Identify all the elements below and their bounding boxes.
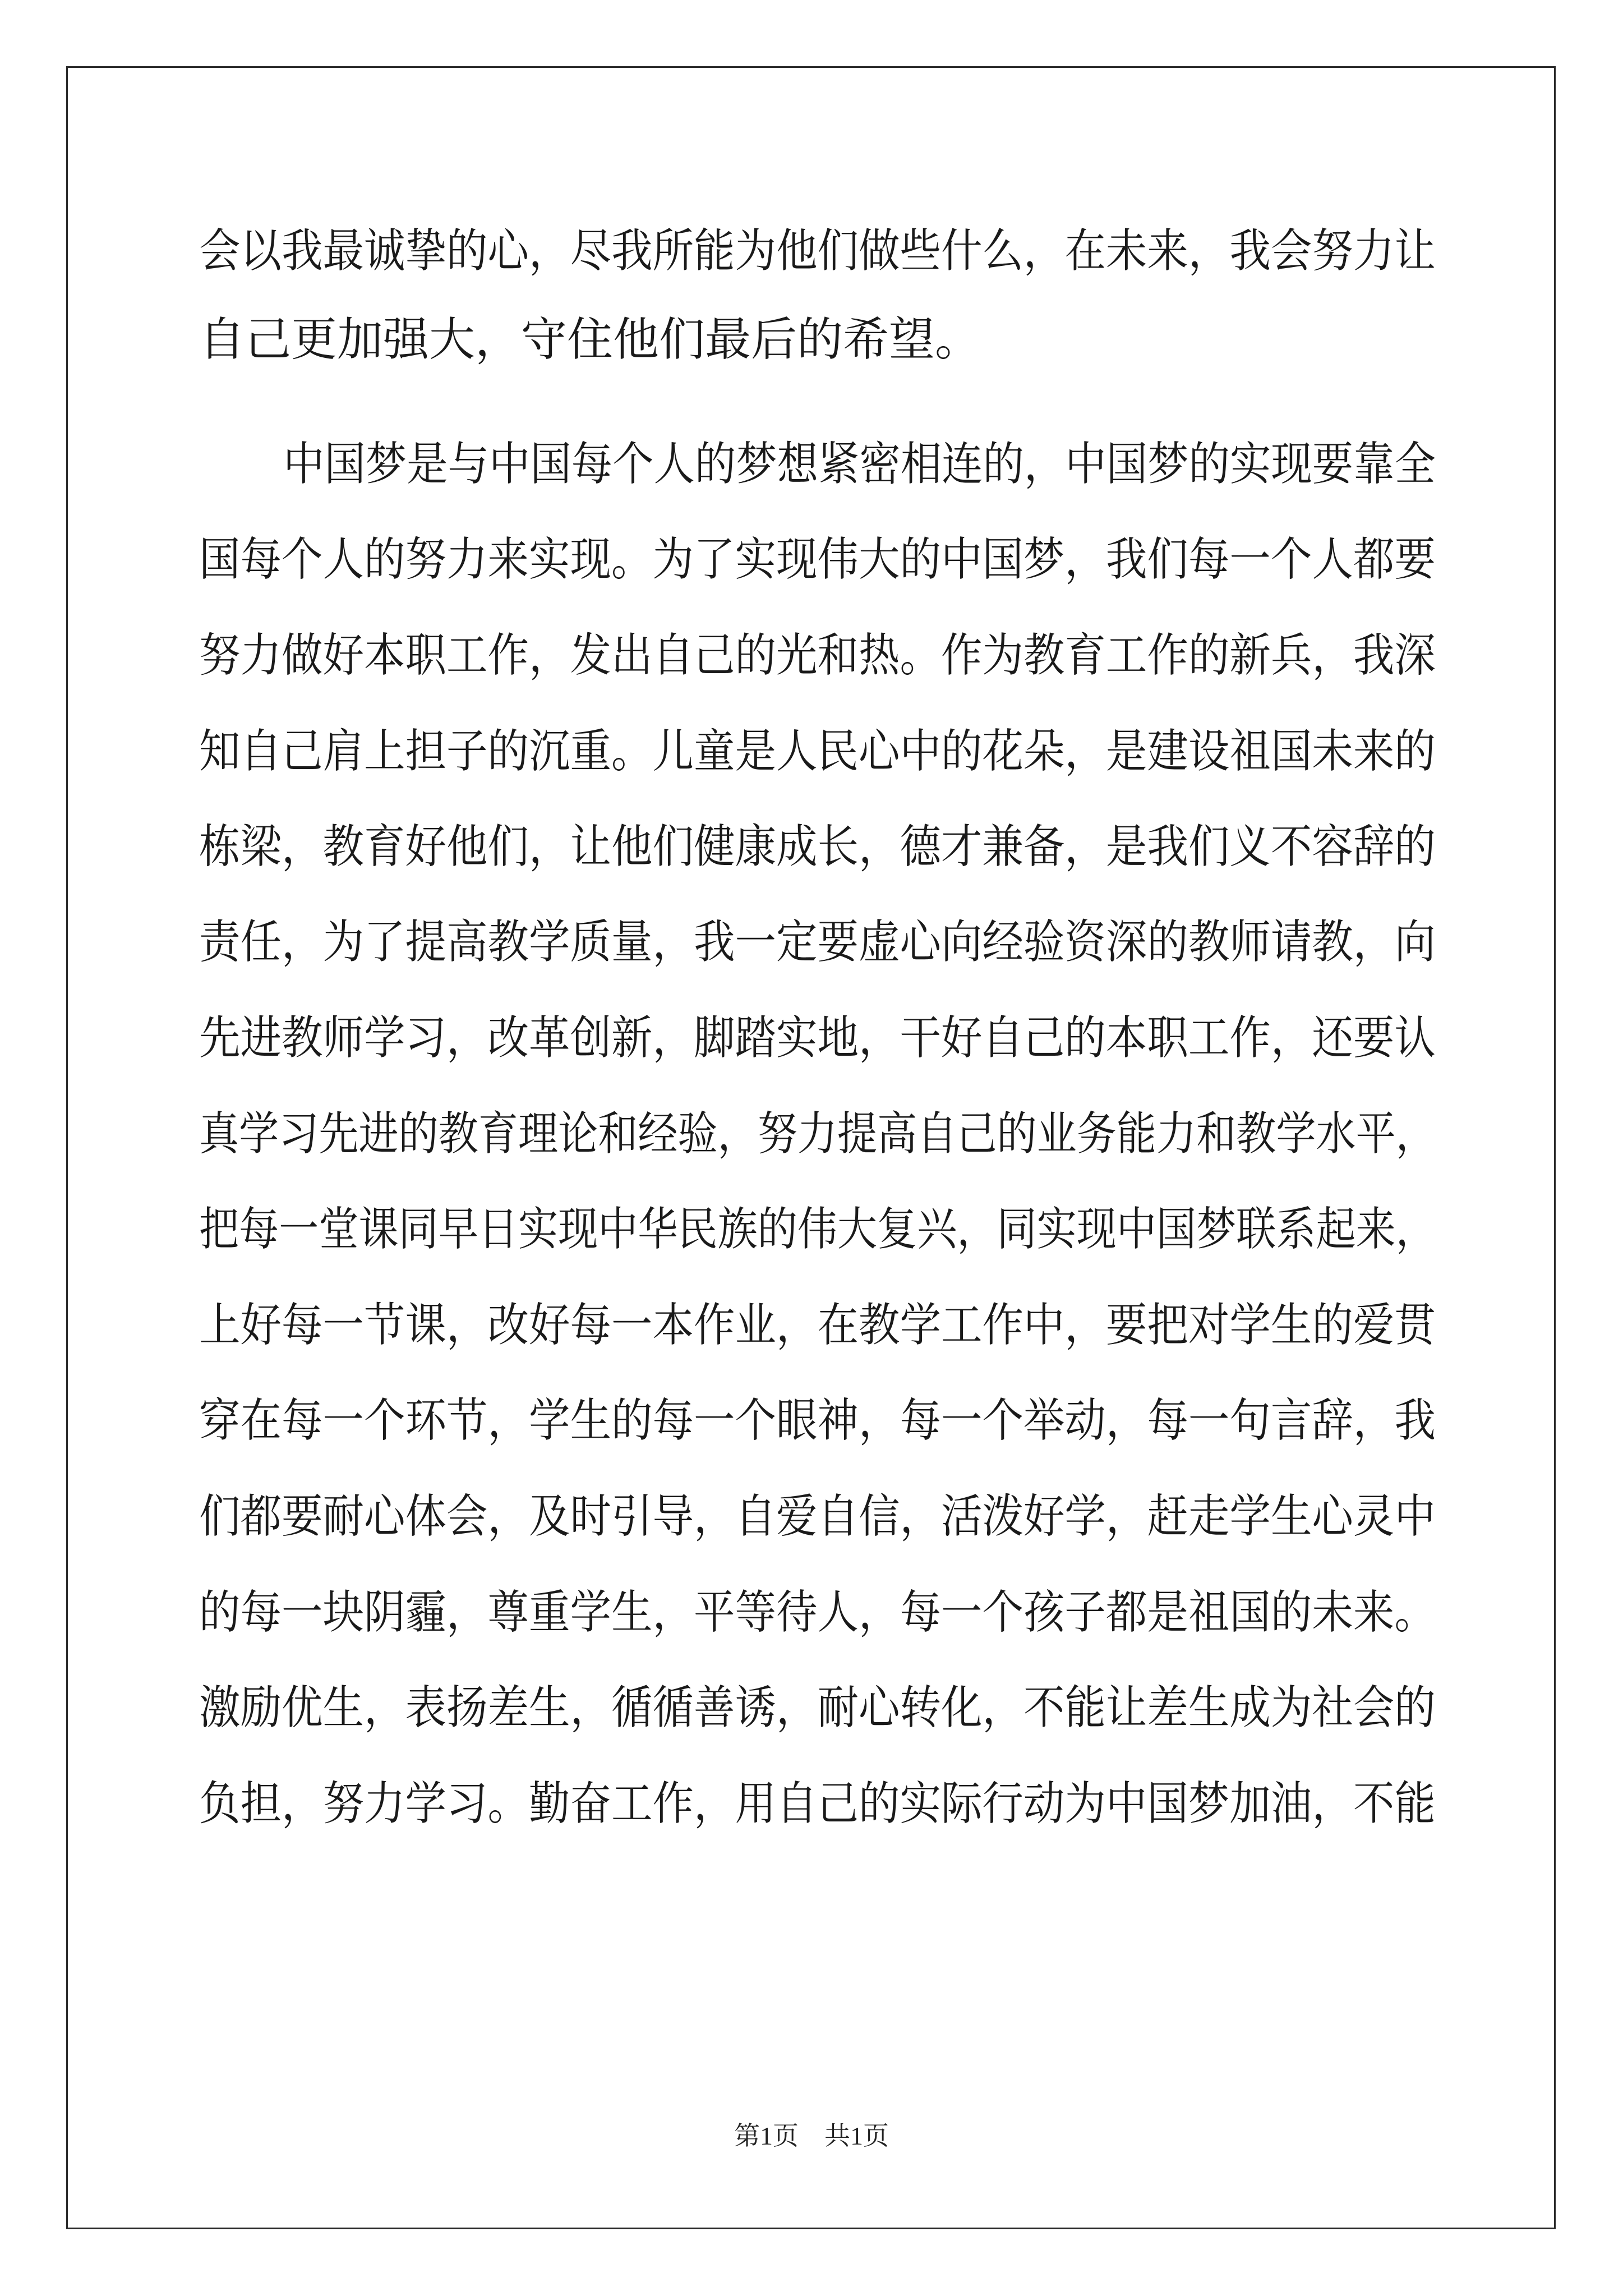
- body-line-12: 上好每一节课，改好每一本作业，在教学工作中，要把对学生的爱贯: [199, 1299, 1436, 1352]
- body-line-5: 努力做好本职工作，发出自己的光和热。作为教育工作的新兵，我深: [199, 629, 1436, 682]
- body-line-10: 真学习先进的教育理论和经验，努力提高自己的业务能力和教学水平，: [199, 1107, 1436, 1161]
- body-line-3: 中国梦是与中国每个人的梦想紧密相连的，中国梦的实现要靠全: [283, 438, 1436, 491]
- body-line-11: 把每一堂课同早日实现中华民族的伟大复兴，同实现中国梦联系起来，: [199, 1203, 1436, 1256]
- body-line-17: 负担，努力学习。勤奋工作，用自己的实际行动为中国梦加油，不能: [199, 1777, 1436, 1830]
- body-line-2: 自己更加强大，守住他们最后的希望。: [199, 313, 981, 366]
- body-line-16: 激励优生，表扬差生，循循善诱，耐心转化，不能让差生成为社会的: [199, 1681, 1436, 1734]
- page-footer: 第1页 共1页: [734, 2122, 889, 2150]
- body-line-15: 的每一块阴霾，尊重学生，平等待人，每一个孩子都是祖国的未来。: [199, 1586, 1436, 1639]
- body-line-6: 知自己肩上担子的沉重。儿童是人民心中的花朵，是建设祖国未来的: [199, 725, 1436, 778]
- body-line-8: 责任，为了提高教学质量，我一定要虚心向经验资深的教师请教，向: [199, 915, 1436, 969]
- body-line-1: 会以我最诚挚的心，尽我所能为他们做些什么，在未来，我会努力让: [199, 224, 1436, 278]
- body-line-9: 先进教师学习，改革创新，脚踏实地，干好自己的本职工作，还要认: [199, 1011, 1436, 1065]
- body-line-4: 国每个人的努力来实现。为了实现伟大的中国梦，我们每一个人都要: [199, 533, 1436, 586]
- body-line-14: 们都要耐心体会，及时引导，自爱自信，活泼好学，赶走学生心灵中: [199, 1490, 1436, 1543]
- body-line-13: 穿在每一个环节，学生的每一个眼神，每一个举动，每一句言辞，我: [199, 1394, 1436, 1447]
- body-line-7: 栋梁，教育好他们，让他们健康成长，德才兼备，是我们义不容辞的: [199, 820, 1436, 873]
